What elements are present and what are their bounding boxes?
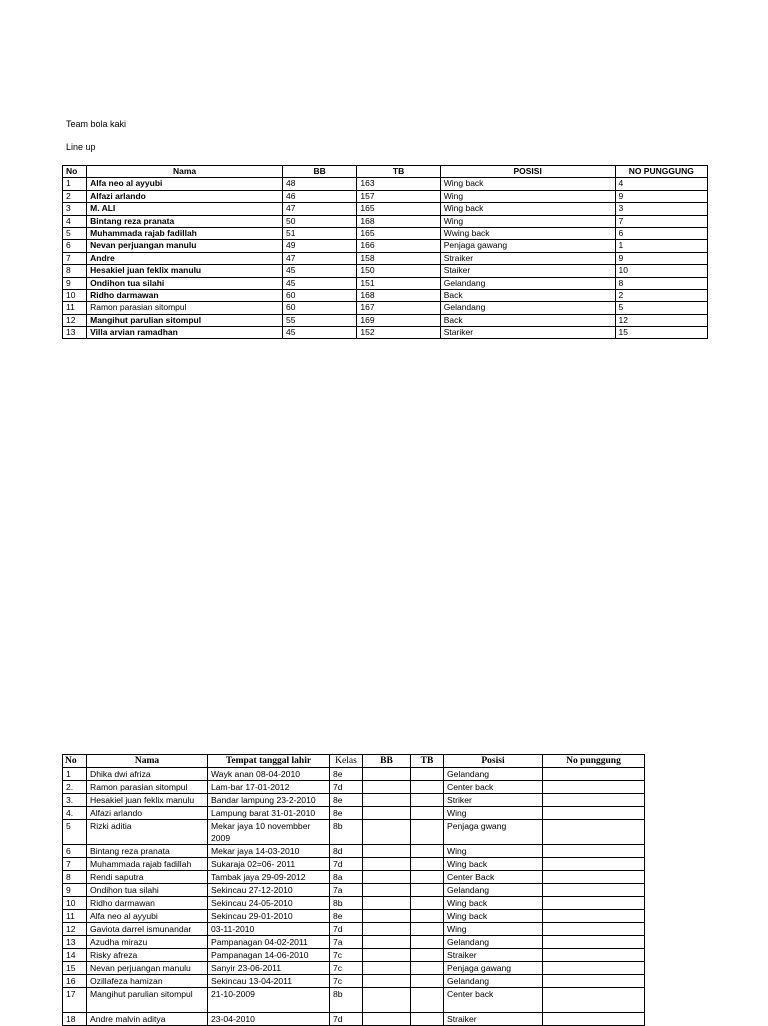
cell-nama: Azudha mirazu [87,936,208,949]
cell-no: 15 [63,962,87,975]
cell-no: 2. [63,781,87,794]
cell-bb [363,923,411,936]
cell-tb: 168 [357,289,440,301]
cell-nama: M. ALI [87,203,283,215]
col-header-no-punggung: No punggung [543,755,645,768]
cell-posisi: Back [440,314,615,326]
cell-tb [411,962,444,975]
cell-no: 14 [63,949,87,962]
table-row [63,975,645,988]
table-row [63,962,645,975]
col-header-no: No [63,166,87,178]
cell-no: 5 [63,227,87,239]
cell-posisi: Staiker [440,265,615,277]
cell-tempat-tanggal-lahir: Sekincau 24-05-2010 [208,897,330,910]
cell-tb: 165 [357,227,440,239]
cell-kelas: 7d [330,781,363,794]
cell-posisi: Wing [440,215,615,227]
cell-bb [363,936,411,949]
cell-tempat-tanggal-lahir: Sekincau 27-12-2010 [208,884,330,897]
cell-nama: Risky afreza [87,949,208,962]
table-row [63,910,645,923]
cell-nama: Andre malvin aditya [87,1013,208,1026]
cell-nama: Muhammada rajab fadillah [87,227,283,239]
cell-kelas: 7c [330,962,363,975]
cell-no-punggung: 6 [615,227,707,239]
cell-no-punggung: 3 [615,203,707,215]
cell-tempat-tanggal-lahir: Pampanagan 14-06-2010 [208,949,330,962]
cell-tb: 158 [357,252,440,264]
cell-posisi: Wing [444,845,543,858]
cell-nama: Ozillafeza hamizan [87,975,208,988]
cell-bb [363,975,411,988]
cell-posisi: Gelandang [444,936,543,949]
cell-tb: 167 [357,302,440,314]
cell-tb: 166 [357,240,440,252]
cell-no-punggung [543,845,645,858]
cell-bb: 49 [283,240,357,252]
lineup-table [62,165,708,339]
cell-tempat-tanggal-lahir: Lam-bar 17-01-2012 [208,781,330,794]
cell-tempat-tanggal-lahir: Wayk anan 08-04-2010 [208,768,330,781]
cell-posisi: Straiker [444,1013,543,1026]
cell-bb: 45 [283,327,357,339]
table-row [63,988,645,1013]
cell-kelas: 7d [330,1013,363,1026]
cell-no: 6 [63,845,87,858]
cell-nama: Gaviota darrel ismunandar [87,923,208,936]
col-header-tb: TB [411,755,444,768]
cell-tb [411,897,444,910]
cell-tempat-tanggal-lahir: 03-11-2010 [208,923,330,936]
cell-no-punggung [543,923,645,936]
cell-kelas: 8d [330,845,363,858]
table-row [63,302,708,314]
cell-tb: 169 [357,314,440,326]
cell-posisi: Wing back [444,910,543,923]
cell-posisi: Straiker [444,949,543,962]
cell-posisi: Penjaga gawang [444,962,543,975]
cell-bb: 47 [283,203,357,215]
cell-no-punggung [543,988,645,1013]
cell-no: 9 [63,884,87,897]
cell-bb [363,858,411,871]
cell-tempat-tanggal-lahir: Sekincau 29-01-2010 [208,910,330,923]
cell-no: 10 [63,289,87,301]
cell-kelas: 8e [330,910,363,923]
cell-no: 11 [63,910,87,923]
table-row [63,936,645,949]
cell-kelas: 7a [330,884,363,897]
cell-no: 9 [63,277,87,289]
table-row [63,845,645,858]
table-row [63,227,708,239]
table-row [63,820,645,845]
cell-no-punggung [543,768,645,781]
cell-nama: Mangihut parulian sitompul [87,314,283,326]
cell-posisi: Gelandang [444,975,543,988]
cell-no-punggung [543,949,645,962]
cell-tb [411,807,444,820]
cell-tempat-tanggal-lahir: 23-04-2010 [208,1013,330,1026]
cell-bb [363,962,411,975]
cell-tb [411,794,444,807]
cell-no-punggung [543,781,645,794]
cell-nama: Rendi saputra [87,871,208,884]
cell-tb [411,884,444,897]
col-header-posisi: POSISI [440,166,615,178]
cell-bb: 51 [283,227,357,239]
cell-no: 12 [63,923,87,936]
cell-no-punggung [543,936,645,949]
cell-tb [411,936,444,949]
cell-no-punggung: 7 [615,215,707,227]
cell-tb [411,871,444,884]
cell-bb [363,884,411,897]
cell-nama: Nevan perjuangan manulu [87,240,283,252]
cell-posisi: Gelandang [440,302,615,314]
cell-posisi: Striker [444,794,543,807]
cell-no: 16 [63,975,87,988]
cell-nama: Alfa neo al ayyubi [87,178,283,190]
cell-tb [411,910,444,923]
table-row [63,858,645,871]
cell-bb [363,845,411,858]
col-header-tempat-tanggal-lahir: Tempat tanggal lahir [208,755,330,768]
lineup-subtitle: Line up [66,142,96,152]
cell-tempat-tanggal-lahir: Sanyir 23-06-2011 [208,962,330,975]
table-row [63,923,645,936]
cell-nama: Alfa neo al ayyubi [87,910,208,923]
cell-no-punggung [543,794,645,807]
cell-bb [363,768,411,781]
cell-posisi: Gelandang [440,277,615,289]
lineup-header-row [63,166,708,178]
cell-nama: Hesakiel juan feklix manulu [87,265,283,277]
table-row [63,807,645,820]
col-header-no-punggung: NO PUNGGUNG [615,166,707,178]
cell-bb: 50 [283,215,357,227]
table-row [63,190,708,202]
cell-no-punggung: 12 [615,314,707,326]
col-header-nama: Nama [87,755,208,768]
cell-nama: Ramon parasian sitompul [87,302,283,314]
cell-no: 1 [63,768,87,781]
cell-no: 18 [63,1013,87,1026]
cell-no-punggung [543,871,645,884]
cell-tb [411,781,444,794]
cell-tempat-tanggal-lahir: Sukaraja 02=06- 2011 [208,858,330,871]
cell-tempat-tanggal-lahir: Lampung barat 31-01-2010 [208,807,330,820]
cell-tempat-tanggal-lahir: Bandar lampung 23-2-2010 [208,794,330,807]
cell-nama: Ridho darmawan [87,289,283,301]
cell-nama: Rizki aditia [87,820,208,845]
col-header-no: No [63,755,87,768]
cell-tb [411,858,444,871]
cell-bb [363,988,411,1013]
cell-no-punggung: 8 [615,277,707,289]
cell-nama: Ondihon tua silahi [87,277,283,289]
cell-posisi: Wing [444,807,543,820]
cell-no-punggung: 4 [615,178,707,190]
cell-tb: 163 [357,178,440,190]
cell-bb [363,910,411,923]
cell-tb: 165 [357,203,440,215]
cell-no-punggung [543,858,645,871]
cell-posisi: Wing back [440,178,615,190]
cell-posisi: Wing [440,190,615,202]
cell-bb [363,807,411,820]
cell-no: 8 [63,871,87,884]
table-row [63,327,708,339]
cell-no-punggung: 9 [615,252,707,264]
cell-no: 4 [63,215,87,227]
cell-tb [411,768,444,781]
cell-no-punggung [543,975,645,988]
cell-no: 3. [63,794,87,807]
cell-tempat-tanggal-lahir: Pampanagan 04-02-2011 [208,936,330,949]
cell-bb [363,871,411,884]
col-header-tb: TB [357,166,440,178]
cell-no-punggung [543,807,645,820]
cell-nama: Bintang reza pranata [87,215,283,227]
cell-posisi: Stariker [440,327,615,339]
cell-bb: 60 [283,289,357,301]
table-row [63,949,645,962]
table-row [63,252,708,264]
cell-kelas: 7c [330,975,363,988]
table-row [63,897,645,910]
table-row [63,215,708,227]
cell-no-punggung [543,962,645,975]
table-row [63,277,708,289]
cell-kelas: 8a [330,871,363,884]
col-header-nama: Nama [87,166,283,178]
col-header-bb: BB [283,166,357,178]
cell-posisi: Back [440,289,615,301]
cell-no-punggung [543,820,645,845]
cell-tb [411,845,444,858]
cell-nama: Ramon parasian sitompul [87,781,208,794]
cell-tb [411,975,444,988]
cell-nama: Hesakiel juan feklix manulu [87,794,208,807]
table-row [63,884,645,897]
cell-posisi: Wwing back [440,227,615,239]
cell-bb: 48 [283,178,357,190]
cell-no-punggung: 1 [615,240,707,252]
cell-bb: 55 [283,314,357,326]
cell-no: 13 [63,327,87,339]
cell-posisi: Wing back [444,858,543,871]
cell-kelas: 7c [330,949,363,962]
cell-kelas: 8e [330,794,363,807]
cell-tb [411,988,444,1013]
cell-no-punggung: 2 [615,289,707,301]
table-row [63,314,708,326]
cell-kelas: 8b [330,820,363,845]
cell-bb: 47 [283,252,357,264]
roster-header-row [63,755,645,768]
cell-kelas: 7d [330,923,363,936]
cell-bb [363,820,411,845]
cell-no: 1 [63,178,87,190]
cell-posisi: Center back [444,988,543,1013]
cell-tb [411,820,444,845]
cell-no: 3 [63,203,87,215]
cell-posisi: Gelandang [444,768,543,781]
cell-posisi: Penjaga gawang [440,240,615,252]
col-header-kelas: Kelas [330,755,363,768]
cell-kelas: 8e [330,807,363,820]
table-row [63,794,645,807]
cell-no: 4. [63,807,87,820]
cell-bb [363,794,411,807]
cell-nama: Ondihon tua silahi [87,884,208,897]
col-header-posisi: Posisi [444,755,543,768]
cell-kelas: 8b [330,897,363,910]
cell-posisi: Wing back [440,203,615,215]
cell-nama: Villa arvian ramadhan [87,327,283,339]
cell-posisi: Gelandang [444,884,543,897]
cell-no: 12 [63,314,87,326]
cell-nama: Ridho darmawan [87,897,208,910]
cell-no: 10 [63,897,87,910]
cell-nama: Andre [87,252,283,264]
cell-tb: 151 [357,277,440,289]
cell-no: 5 [63,820,87,845]
cell-kelas: 7d [330,858,363,871]
cell-kelas: 7a [330,936,363,949]
cell-bb: 46 [283,190,357,202]
table-row [63,265,708,277]
cell-no: 7 [63,252,87,264]
cell-kelas: 8e [330,768,363,781]
page-title: Team bola kaki [66,119,127,129]
cell-nama: Nevan perjuangan manulu [87,962,208,975]
cell-posisi: Wing [444,923,543,936]
cell-nama: Bintang reza pranata [87,845,208,858]
cell-bb: 45 [283,265,357,277]
cell-nama: Muhammada rajab fadillah [87,858,208,871]
cell-tb: 152 [357,327,440,339]
cell-no: 2 [63,190,87,202]
table-row [63,203,708,215]
cell-no: 17 [63,988,87,1013]
cell-posisi: Penjaga gwang [444,820,543,845]
cell-nama: Alfazi arlando [87,190,283,202]
cell-posisi: Center Back [444,871,543,884]
cell-nama: Alfazi arlando [87,807,208,820]
cell-posisi: Wing back [444,897,543,910]
cell-no-punggung: 9 [615,190,707,202]
table-row [63,240,708,252]
cell-tempat-tanggal-lahir: Mekar jaya 14-03-2010 [208,845,330,858]
cell-no-punggung [543,910,645,923]
table-row [63,781,645,794]
cell-no: 7 [63,858,87,871]
cell-no-punggung: 15 [615,327,707,339]
col-header-bb: BB [363,755,411,768]
cell-no-punggung [543,884,645,897]
cell-bb [363,949,411,962]
cell-posisi: Straiker [440,252,615,264]
cell-bb [363,781,411,794]
table-row [63,289,708,301]
cell-tempat-tanggal-lahir: Sekincau 13-04-2011 [208,975,330,988]
table-row [63,178,708,190]
cell-no: 13 [63,936,87,949]
table-row [63,768,645,781]
cell-tb [411,949,444,962]
cell-no: 8 [63,265,87,277]
cell-tb [411,923,444,936]
cell-nama: Dhika dwi afriza [87,768,208,781]
cell-no-punggung [543,897,645,910]
cell-tb: 157 [357,190,440,202]
cell-tempat-tanggal-lahir: 21-10-2009 [208,988,330,1013]
roster-table [62,754,645,1026]
cell-tb: 168 [357,215,440,227]
cell-no-punggung: 10 [615,265,707,277]
cell-posisi: Center back [444,781,543,794]
cell-bb [363,897,411,910]
cell-bb: 45 [283,277,357,289]
cell-tb: 150 [357,265,440,277]
cell-no: 11 [63,302,87,314]
cell-kelas: 8b [330,988,363,1013]
cell-no-punggung: 5 [615,302,707,314]
cell-bb: 60 [283,302,357,314]
table-row [63,871,645,884]
cell-tempat-tanggal-lahir: Mekar jaya 10 novembber 2009 [208,820,330,845]
cell-tempat-tanggal-lahir: Tambak jaya 29-09-2012 [208,871,330,884]
cell-nama: Mangihut parulian sitompul [87,988,208,1013]
cell-no: 6 [63,240,87,252]
